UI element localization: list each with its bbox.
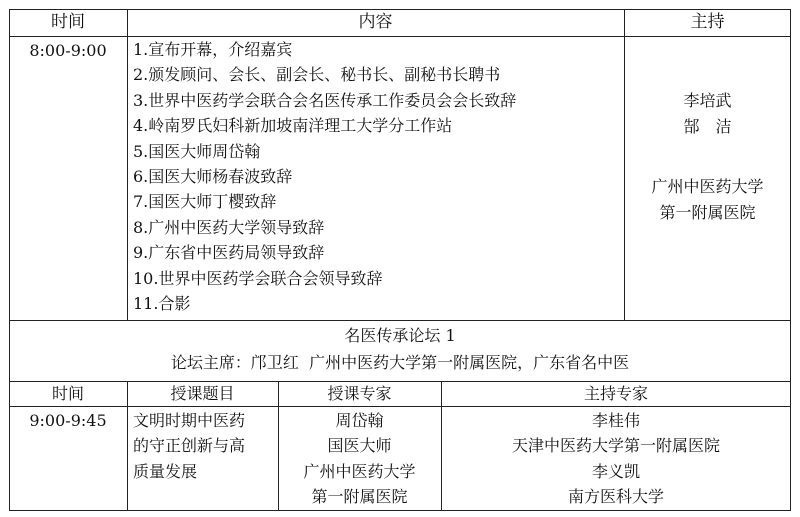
agenda-list (133, 37, 621, 316)
session-time: 9:00-9:45 (29, 411, 107, 430)
agenda-item: 9.广东省中医药局领导致辞 (133, 243, 325, 263)
agenda-item: 7.国医大师丁樱致辞 (133, 192, 277, 212)
session-lecturer: 周岱翰 国医大师 广州中医药大学 第一附属医院 (303, 411, 416, 507)
header2-topic: 授课题目 (170, 384, 235, 403)
opening-hosts (624, 88, 791, 140)
opening-time: 8:00-9:00 (29, 41, 107, 60)
agenda-item: 1.宣布开幕，介绍嘉宾 (133, 40, 293, 59)
host-name: 郜 洁 (683, 117, 732, 136)
rule-col1 (127, 9, 128, 320)
header-time: 时间 (51, 12, 85, 32)
agenda-item: 3.世界中医药学会联合会名医传承工作委员会会长致辞 (133, 90, 517, 110)
agenda-item: 6.国医大师杨春波致辞 (133, 167, 293, 187)
header2-time: 时间 (51, 384, 84, 403)
agenda-item: 8.广州中医药大学领导致辞 (133, 217, 325, 237)
header2-hosts: 主持专家 (583, 384, 648, 403)
forum-title: 名医传承论坛 1 (344, 326, 456, 345)
header-content: 内容 (358, 12, 393, 32)
agenda-item: 10.世界中医药学会联合会领导致辞 (133, 268, 383, 288)
agenda-item: 4.岭南罗氏妇科新加坡南洋理工大学分工作站 (133, 116, 453, 136)
session-hosts: 李桂伟 天津中医药大学第一附属医院 李义凯 南方医科大学 (511, 411, 720, 507)
forum-chair: 论坛主席：邝卫红 广州中医药大学第一附属医院，广东省名中医 (170, 353, 630, 372)
rule-col2 (624, 9, 625, 320)
header-host: 主持 (690, 12, 725, 32)
session-topic: 文明时期中医药 的守正创新与高 质量发展 (133, 411, 246, 481)
agenda-item: 11.合影 (133, 294, 191, 314)
host-organization: 广州中医药大学 第一附属医院 (651, 177, 764, 222)
agenda-item: 5.国医大师周岱翰 (133, 141, 261, 161)
header2-lecturer: 授课专家 (327, 384, 392, 403)
host-name: 李培武 (683, 91, 732, 110)
agenda-item: 2.颁发顾问、会长、副会长、秘书长、副秘书长聘书 (133, 65, 501, 85)
